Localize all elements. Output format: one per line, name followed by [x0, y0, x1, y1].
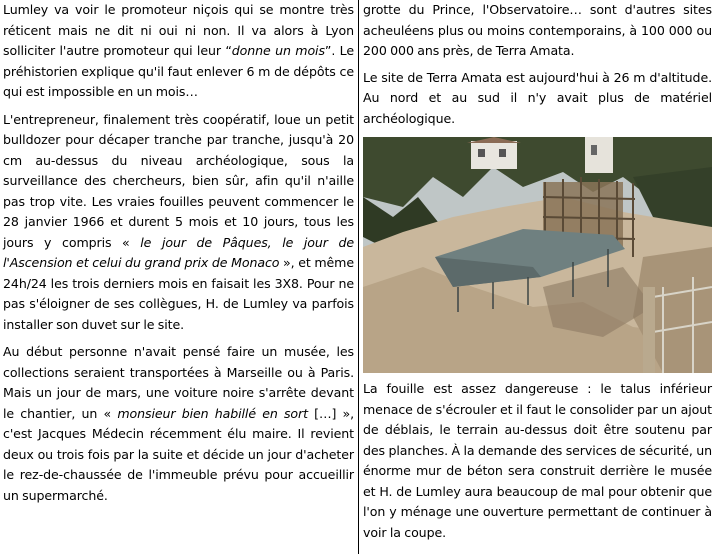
- italic-text-segment: le jour de Pâques, le jour de l'Ascension et celui du grand prix de Monaco: [3, 234, 354, 270]
- text-segment: Lumley va voir le promoteur niçois qui se montre très réticent mais ne dit ni oui ni non. Il va alors à Lyon solliciter l'autre promoteur qui leur “: [3, 2, 354, 58]
- text-segment: Le site de Terra Amata est aujourd'hui à 26 m d'altitude. Au nord et au sud il n'y avait plus de matériel archéologique.: [363, 69, 712, 126]
- right-paragraph-2: [363, 68, 712, 130]
- right-paragraph-1: [363, 0, 712, 62]
- text-segment: grotte du Prince, l'Observatoire… sont d'autres sites acheuléens plus ou moins contemporains, à 100 000 ou 200 000 ans près, de Terra Amata.: [363, 2, 712, 58]
- text-segment: ”. Le préhistorien explique qu'il faut enlever 6 m de dépôts ce qui est impossible en un mois…: [3, 43, 355, 99]
- italic-text-segment: donne un mois: [231, 43, 325, 58]
- left-paragraph-1: [3, 0, 354, 103]
- italic-text-segment: monsieur bien habillé en sort: [117, 405, 308, 421]
- text-segment: », et même 24h/24 les trois derniers mois en faisait les 3X8. Pour ne pas s'éloigner de ses collègues, H. de Lumley va parfois installer son duvet sur le site.: [3, 255, 354, 332]
- excavation-photo-illustration: [363, 137, 712, 373]
- left-column: [3, 0, 354, 506]
- text-segment: Au début personne n'avait pensé faire un musée, les collections seraient transportées à Marseille ou à Paris. Mais un jour de mars, une voiture noire s'arrête devant le chantier, un «: [3, 344, 354, 421]
- text-segment: […] », c'est Jacques Médecin récemment élu maire. Il revient deux ou trois fois par la suite et décide un jour d'acheter le rez-de-chaussée de l'immeuble prévu pour accueillir un supermarché.: [3, 405, 355, 503]
- right-paragraph-3: [363, 379, 712, 543]
- right-column: [363, 0, 712, 543]
- column-divider: [358, 0, 359, 554]
- text-segment: L'entrepreneur, finalement très coopératif, loue un petit bulldozer pour décaper tranche par tranche, jusqu'à 20 cm au-dessus du niveau archéologique, sous la surveillance des chercheurs, bien sûr, afin qu'il n'aille pas trop vite. Les vraies fouilles peuvent commencer le 28 janvier 1966 et durent 5 mois et 10 jours, tous les jours y compris «: [3, 111, 354, 250]
- excavation-photo: [363, 137, 712, 373]
- left-paragraph-3: [3, 342, 354, 506]
- text-segment: La fouille est assez dangereuse : le talus inférieur menace de s'écrouler et il faut le consolider par un ajout de déblais, le terrain au-dessus doit être soutenu par des planches. À la demande des services de sécurité, un énorme mur de béton sera construit derrière le musée et H. de Lumley aura beaucoup de mal pour obtenir que l'on y ménage une ouverture permettant de continuer à voir la coupe.: [363, 381, 712, 540]
- left-paragraph-2: [3, 110, 354, 336]
